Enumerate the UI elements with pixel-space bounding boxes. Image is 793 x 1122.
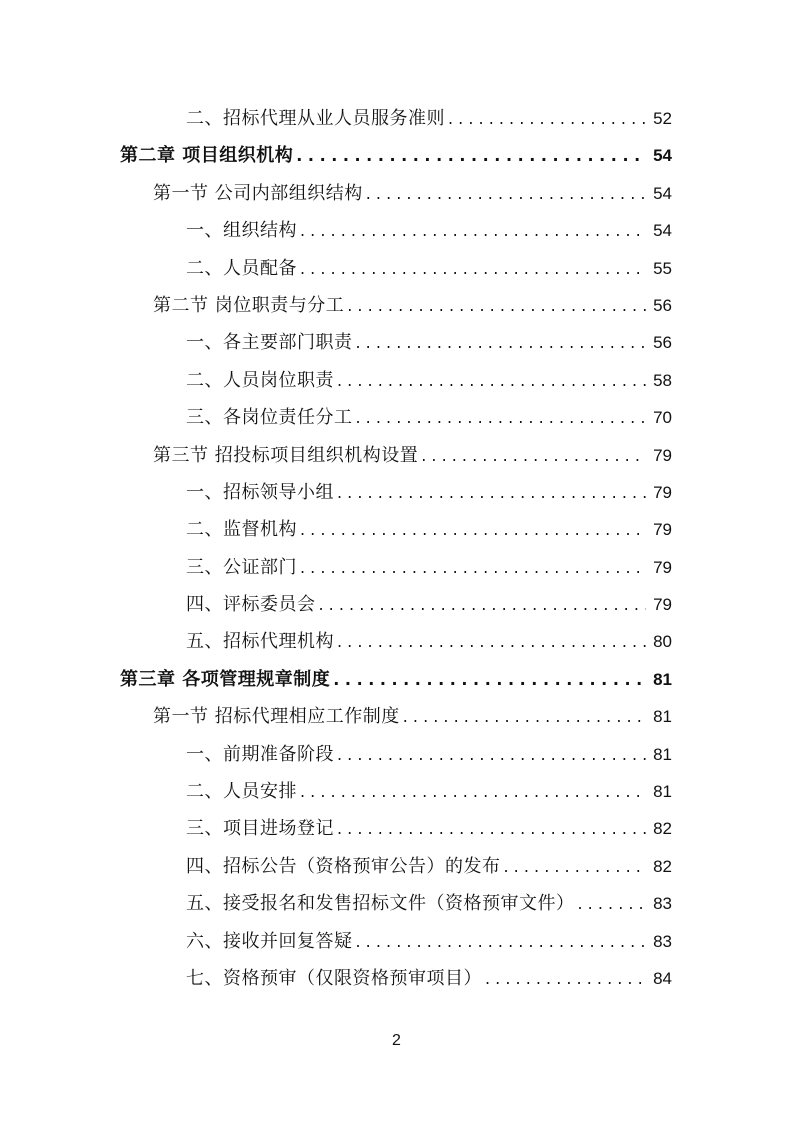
toc-dot-leader <box>347 287 646 324</box>
toc-entry-title: 第一节 招标代理相应工作制度 <box>153 706 400 728</box>
toc-dot-leader <box>356 923 647 960</box>
toc-dot-leader <box>578 885 647 922</box>
toc-entry-title: 一、前期准备阶段 <box>186 743 334 765</box>
toc-entry-page: 56 <box>653 333 672 353</box>
toc-dot-leader <box>300 773 646 810</box>
toc-entry[interactable] <box>120 848 672 885</box>
toc-entry-title: 三、公证部门 <box>186 556 297 578</box>
toc-entry-title: 第二章 项目组织机构 <box>120 145 294 167</box>
toc-entry-title: 第三章 各项管理规章制度 <box>120 668 331 690</box>
toc-entry[interactable] <box>120 437 672 474</box>
toc-entry-title: 六、接收并回复答疑 <box>186 930 353 952</box>
toc-entry[interactable] <box>120 212 672 249</box>
toc-dot-leader <box>337 810 646 847</box>
toc-entry-title: 第二节 岗位职责与分工 <box>153 294 345 316</box>
toc-dot-leader <box>337 623 646 660</box>
toc-entry-page: 55 <box>653 258 672 278</box>
toc-entry-title: 三、项目进场登记 <box>186 818 334 840</box>
toc-entry-page: 81 <box>653 707 672 727</box>
toc-entry-title: 三、各岗位责任分工 <box>186 407 353 429</box>
toc-entry-title: 二、监督机构 <box>186 519 297 541</box>
toc-entry[interactable] <box>120 399 672 436</box>
toc-entry-title: 一、招标领导小组 <box>186 481 334 503</box>
toc-entry-page: 70 <box>653 408 672 428</box>
toc-dot-leader <box>319 586 647 623</box>
toc-entry[interactable] <box>120 324 672 361</box>
toc-entry[interactable] <box>120 698 672 735</box>
page-number: 2 <box>392 1032 401 1049</box>
toc-entry[interactable] <box>120 773 672 810</box>
toc-entry[interactable] <box>120 586 672 623</box>
toc-entry-title: 七、资格预审（仅限资格预审项目） <box>186 967 482 989</box>
toc-entry-page: 79 <box>653 482 672 502</box>
toc-dot-leader <box>448 100 646 137</box>
toc-entry-title: 二、招标代理从业人员服务准则 <box>186 108 445 129</box>
toc-dot-leader <box>366 175 646 212</box>
toc-entry-title: 第三节 招投标项目组织机构设置 <box>153 444 419 466</box>
toc-entry[interactable] <box>120 960 672 997</box>
toc-entry[interactable] <box>120 885 672 922</box>
toc-entry-title: 第一节 公司内部组织结构 <box>153 182 363 204</box>
toc-entry-page: 81 <box>653 669 672 689</box>
toc-entry-title: 四、招标公告（资格预审公告）的发布 <box>186 855 501 877</box>
toc-entry-page: 58 <box>653 370 672 390</box>
toc-entry[interactable] <box>120 549 672 586</box>
toc-entry-page: 54 <box>653 221 672 241</box>
toc-entry-title: 二、人员安排 <box>186 781 297 803</box>
toc-entry[interactable] <box>120 511 672 548</box>
toc-entry-title: 五、接受报名和发售招标文件（资格预审文件） <box>186 893 575 915</box>
toc-dot-leader <box>356 399 647 436</box>
toc-dot-leader <box>337 736 646 773</box>
toc-entry[interactable] <box>120 137 672 174</box>
toc-dot-leader <box>403 698 646 735</box>
toc-entry-page: 79 <box>653 520 672 540</box>
toc-dot-leader <box>333 661 646 698</box>
toc-dot-leader <box>337 362 646 399</box>
toc-entry-title: 二、人员岗位职责 <box>186 369 334 391</box>
toc-entry-page: 83 <box>653 894 672 914</box>
toc-dot-leader <box>421 437 646 474</box>
toc-entry-page: 56 <box>653 295 672 315</box>
toc-entry[interactable] <box>120 287 672 324</box>
toc-entry-title: 二、人员配备 <box>186 257 297 279</box>
toc-entry[interactable] <box>120 362 672 399</box>
toc-entry-page: 79 <box>653 557 672 577</box>
toc-entry-title: 四、评标委员会 <box>186 594 316 616</box>
toc-dot-leader <box>337 474 646 511</box>
toc-entry-page: 79 <box>653 445 672 465</box>
toc-entry[interactable] <box>120 100 672 137</box>
toc-dot-leader <box>300 511 646 548</box>
toc-entry[interactable] <box>120 810 672 847</box>
toc-entry-page: 79 <box>653 595 672 615</box>
toc-entry-title: 五、招标代理机构 <box>186 631 334 653</box>
toc-entry[interactable] <box>120 175 672 212</box>
toc-entry-page: 80 <box>653 632 672 652</box>
toc-entry-page: 82 <box>653 856 672 876</box>
toc-entry-page: 52 <box>653 109 672 128</box>
toc-entry-page: 84 <box>653 968 672 988</box>
toc-entry-title: 一、组织结构 <box>186 220 297 242</box>
toc-dot-leader <box>300 549 646 586</box>
toc-entry[interactable] <box>120 474 672 511</box>
toc-dot-leader <box>485 960 646 997</box>
toc-entry-page: 81 <box>653 782 672 802</box>
toc-dot-leader <box>300 212 646 249</box>
toc-entry-title: 一、各主要部门职责 <box>186 332 353 354</box>
toc-dot-leader <box>300 250 646 287</box>
toc-entry[interactable] <box>120 250 672 287</box>
toc-entry-page: 81 <box>653 744 672 764</box>
toc-entry-page: 54 <box>653 183 672 203</box>
table-of-contents <box>120 100 672 997</box>
toc-entry[interactable] <box>120 661 672 698</box>
toc-entry[interactable] <box>120 736 672 773</box>
toc-entry-page: 83 <box>653 931 672 951</box>
toc-entry-page: 82 <box>653 819 672 839</box>
toc-entry[interactable] <box>120 623 672 660</box>
toc-entry[interactable] <box>120 923 672 960</box>
toc-dot-leader <box>504 848 647 885</box>
toc-dot-leader <box>296 137 646 174</box>
toc-entry-page: 54 <box>653 146 672 166</box>
toc-dot-leader <box>356 324 647 361</box>
